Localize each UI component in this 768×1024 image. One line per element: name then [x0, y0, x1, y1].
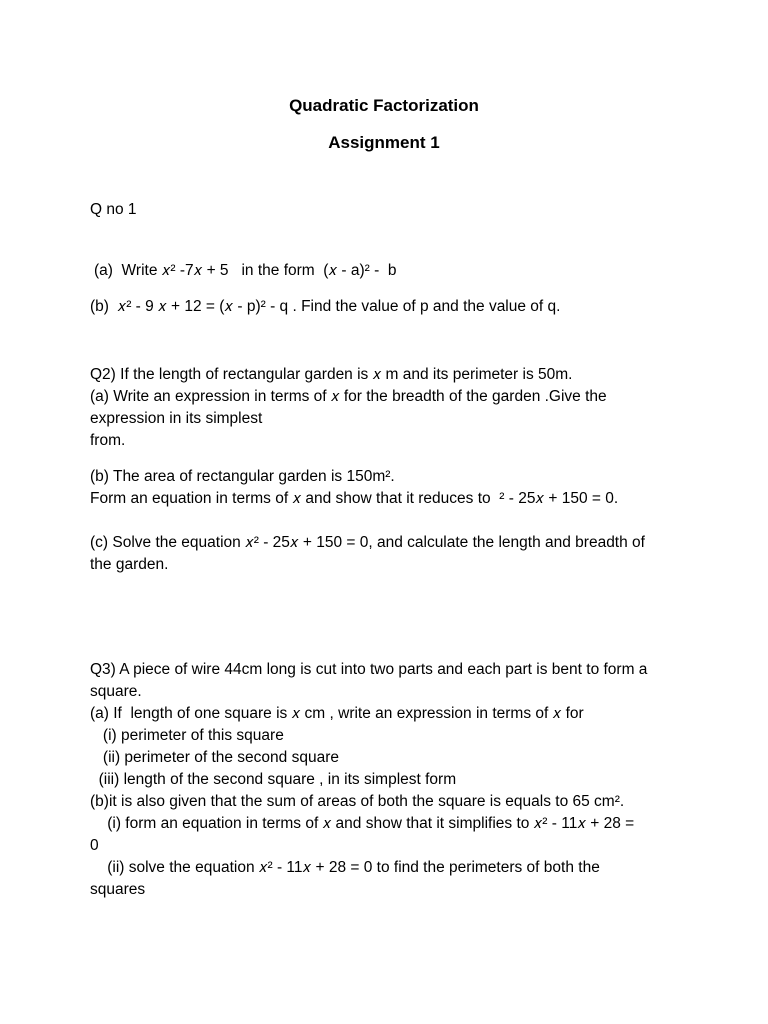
q3-part-b-i-line2: 0 — [90, 837, 99, 854]
q2-part-c-line2: the garden. — [90, 556, 169, 573]
q2-part-a-line1: (a) Write an expression in terms of 𝑥 for the breadth of the garden .Give the — [90, 388, 607, 405]
q3-part-b-ii-line2: squares — [90, 881, 146, 898]
q3-part-a-ii: (ii) perimeter of the second square — [90, 749, 339, 766]
q3-intro-line2: square. — [90, 683, 142, 700]
document-subtitle: Assignment 1 — [328, 133, 440, 152]
q3-part-b-i-line1: (i) form an equation in terms of 𝑥 and show that it simplifies to 𝑥² - 11𝑥 + 28 = — [90, 815, 635, 832]
q3-intro-line1: Q3) A piece of wire 44cm long is cut into two parts and each part is bent to form a — [90, 661, 648, 678]
q2-part-b-line1: (b) The area of rectangular garden is 150m². — [90, 468, 395, 485]
q2-part-c-line1: (c) Solve the equation 𝑥² - 25𝑥 + 150 = 0, and calculate the length and breadth of — [90, 534, 645, 551]
q1-part-b: (b) 𝑥² - 9 𝑥 + 12 = (𝑥 - p)² - q . Find the value of p and the value of q. — [90, 298, 561, 315]
q1-part-a: (a) Write 𝑥² -7𝑥 + 5 in the form (𝑥 - a)² - b — [94, 262, 397, 279]
q3-part-a-i: (i) perimeter of this square — [90, 727, 284, 744]
q3-part-b-ii-line1: (ii) solve the equation 𝑥² - 11𝑥 + 28 = 0 to find the perimeters of both the — [90, 859, 600, 876]
q3-part-b: (b)it is also given that the sum of areas of both the square is equals to 65 cm². — [90, 793, 625, 810]
q1-label: Q no 1 — [90, 201, 137, 218]
q2-part-a-line3: from. — [90, 432, 126, 449]
q2-part-b-line2: Form an equation in terms of 𝑥 and show that it reduces to ² - 25𝑥 + 150 = 0. — [90, 490, 619, 507]
document-title: Quadratic Factorization — [289, 96, 479, 115]
q3-part-a: (a) If length of one square is 𝑥 cm , write an expression in terms of 𝑥 for — [90, 705, 584, 722]
q2-intro: Q2) If the length of rectangular garden is 𝑥 m and its perimeter is 50m. — [90, 366, 573, 383]
q3-part-a-iii: (iii) length of the second square , in its simplest form — [90, 771, 457, 788]
q2-part-a-line2: expression in its simplest — [90, 410, 263, 427]
